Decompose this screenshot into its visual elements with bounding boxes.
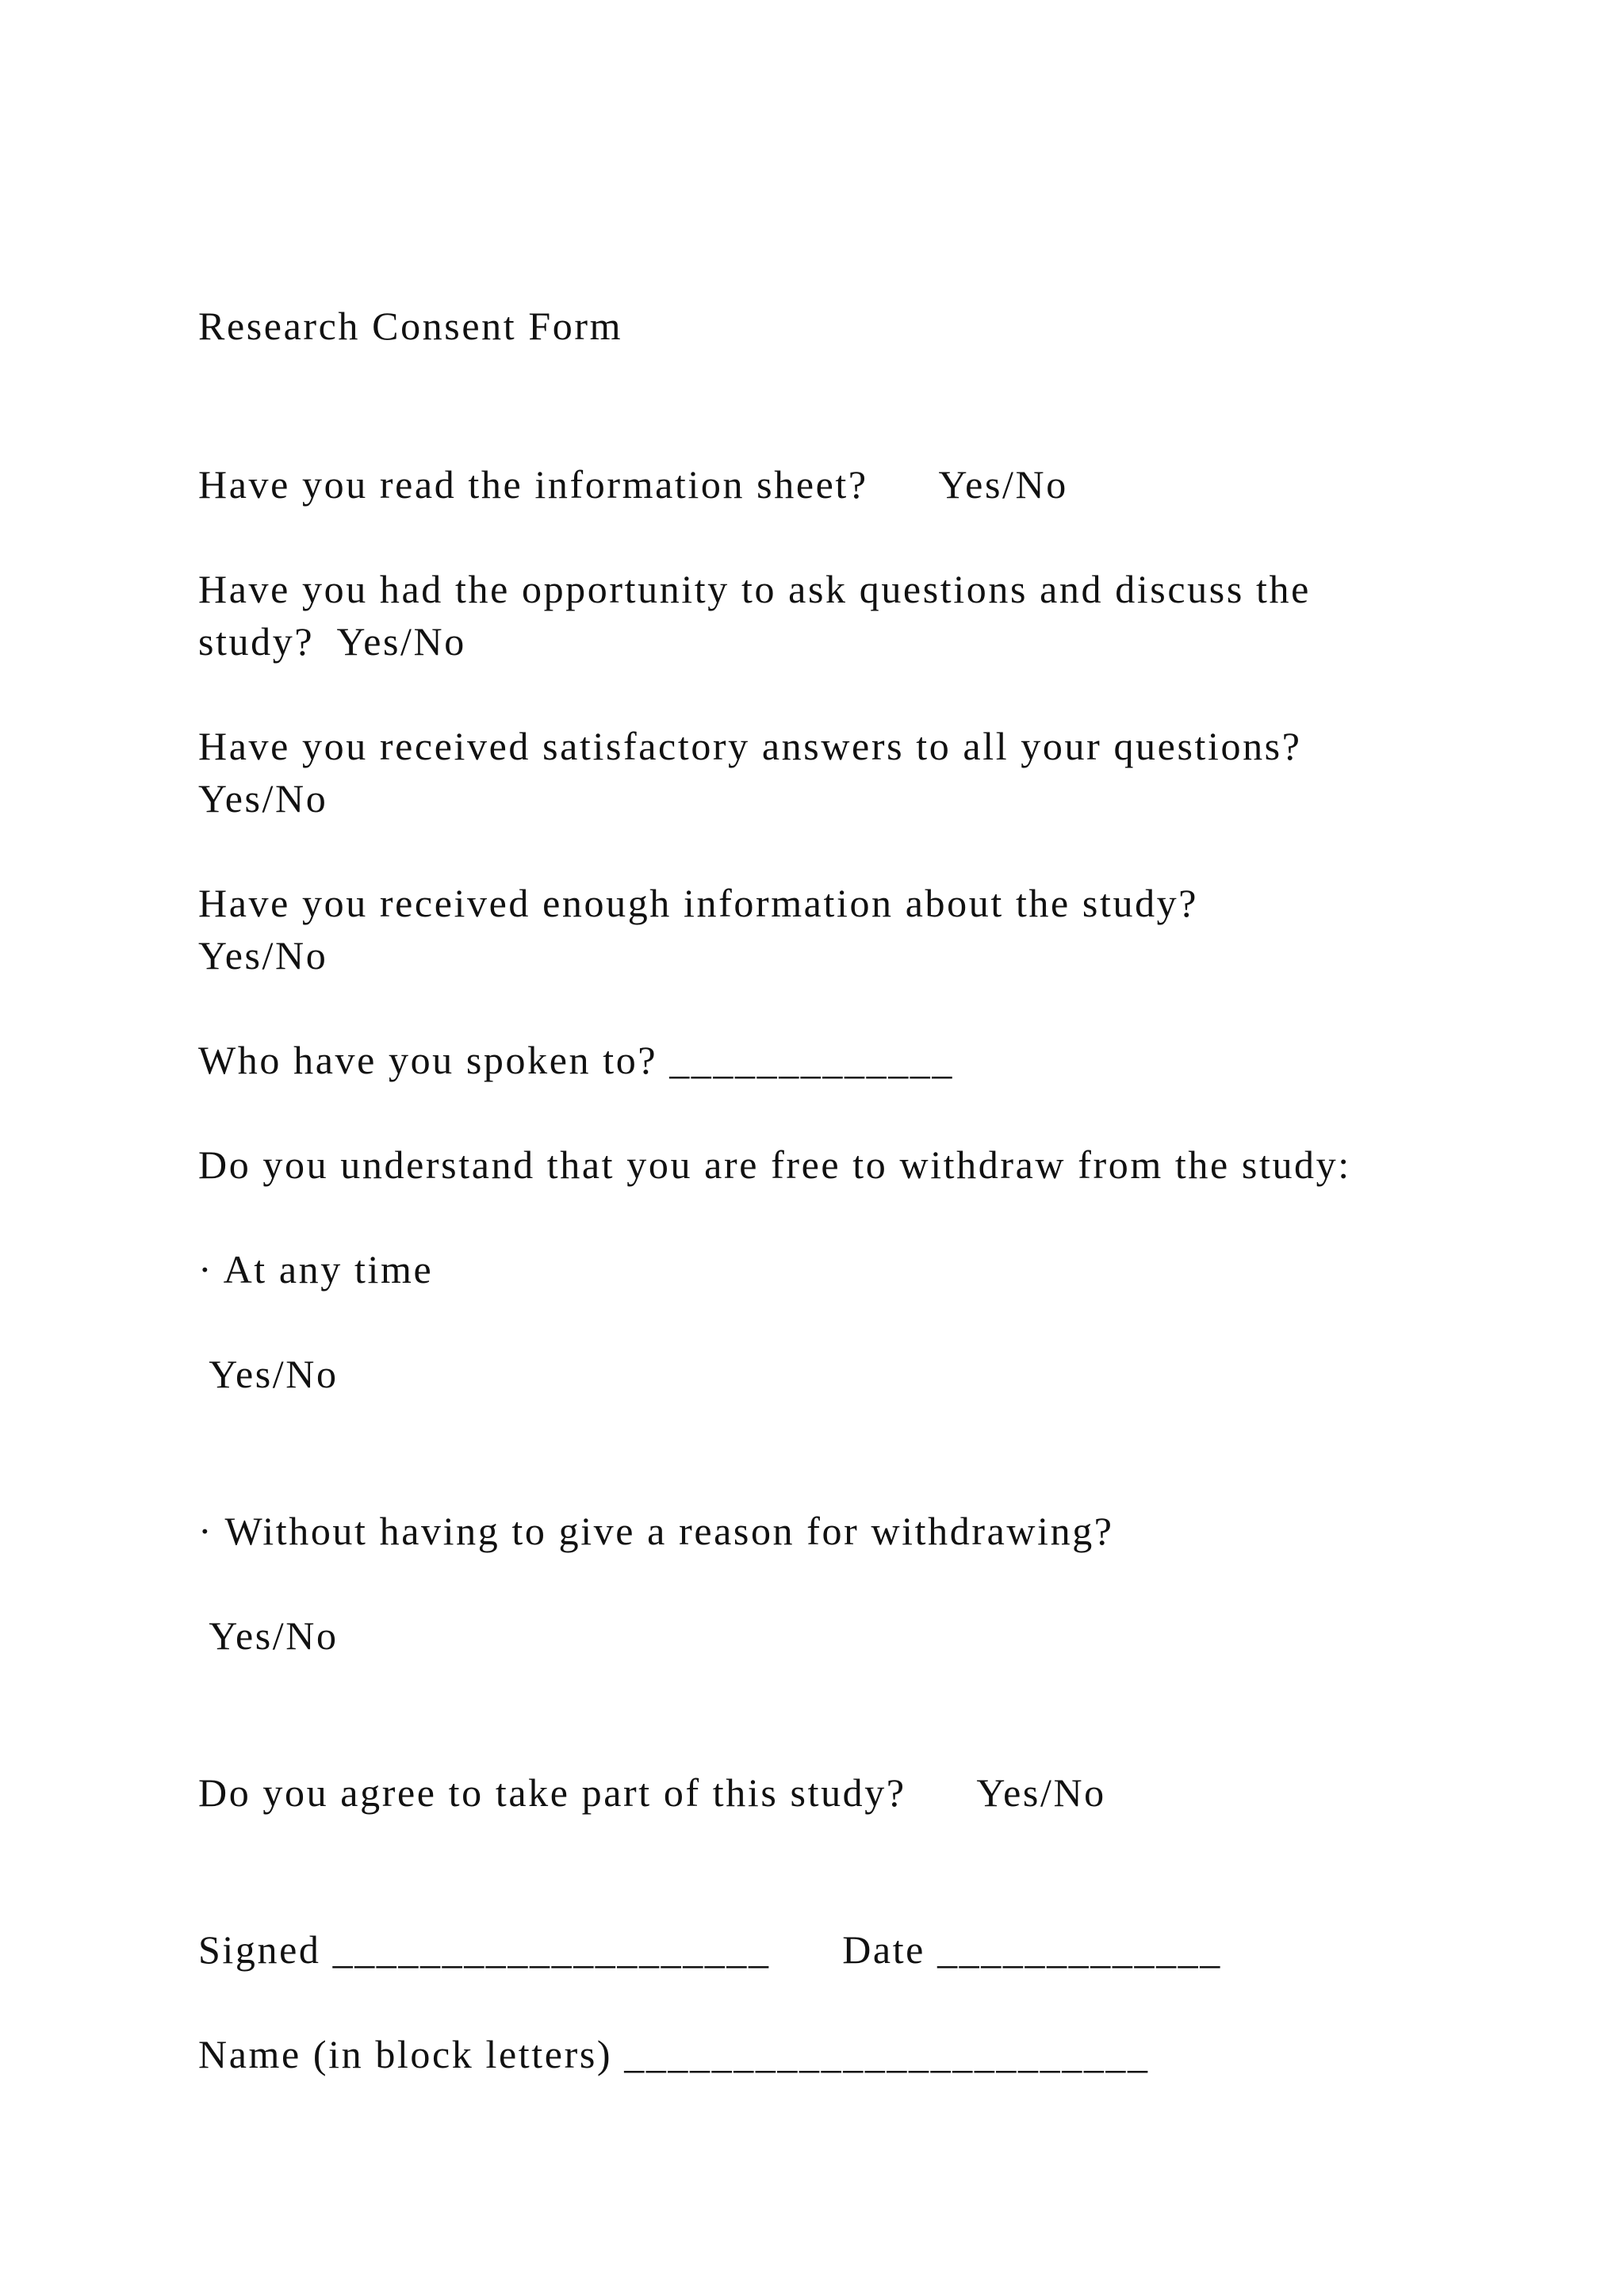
question-opportunity-to-ask-continued: study? Yes/No	[198, 619, 466, 664]
answer-at-any-time: Yes/No	[198, 1352, 339, 1396]
question-who-spoken-to: Who have you spoken to? _____________	[198, 1038, 955, 1082]
question-enough-information: Have you received enough information about the study?	[198, 881, 1199, 925]
question-free-to-withdraw: Do you understand that you are free to withdraw from the study:	[198, 1142, 1351, 1187]
answer-enough-information: Yes/No	[198, 933, 328, 978]
bullet-at-any-time: · At any time	[198, 1247, 434, 1292]
answer-without-reason: Yes/No	[198, 1613, 339, 1658]
question-satisfactory-answers: Have you received satisfactory answers to all your questions?	[198, 724, 1302, 768]
signature-date-line: Signed ____________________ Date _____________	[198, 1927, 1222, 1972]
bullet-without-reason: · Without having to give a reason for withdrawing?	[198, 1509, 1114, 1553]
form-title: Research Consent Form	[198, 304, 623, 348]
answer-satisfactory-answers: Yes/No	[198, 776, 328, 821]
question-agree-to-take-part: Do you agree to take part of this study? Yes/No	[198, 1770, 1106, 1815]
question-information-sheet: Have you read the information sheet? Yes/No	[198, 462, 1068, 507]
name-block-letters-line: Name (in block letters) ________________________	[198, 2032, 1150, 2076]
question-opportunity-to-ask: Have you had the opportunity to ask questions and discuss the	[198, 567, 1311, 611]
